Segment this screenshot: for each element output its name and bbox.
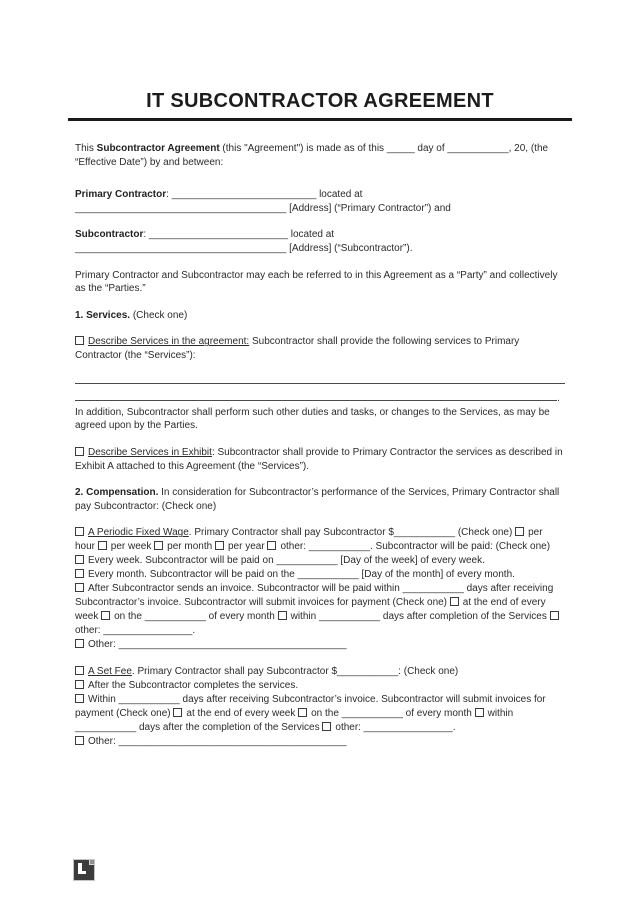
checkbox-icon bbox=[215, 541, 224, 550]
checkbox-icon bbox=[475, 708, 484, 717]
checkbox-icon bbox=[75, 666, 84, 675]
text-run: within ___________ days after the completion of the Services bbox=[75, 708, 514, 734]
text-run: A Periodic Fixed Wage bbox=[88, 527, 189, 539]
checkbox-icon bbox=[75, 583, 84, 592]
text-run: Describe Services in the agreement: bbox=[88, 336, 250, 348]
text-run: at the end of every week bbox=[186, 708, 299, 720]
text-run: Primary Contractor bbox=[75, 189, 167, 201]
checkbox-icon bbox=[75, 336, 84, 345]
checkbox-icon bbox=[515, 527, 524, 536]
checkbox-icon bbox=[154, 541, 163, 550]
text-run: In addition, Subcontractor shall perform such other duties and tasks, or changes to the Services, as may be agreed upon by the Parties. bbox=[75, 406, 550, 432]
describe-services-in-exhibit-option bbox=[75, 446, 565, 473]
text-run: ______________________________________ [Address] (“Subcontractor”). bbox=[75, 242, 413, 254]
compensation-heading bbox=[75, 486, 565, 513]
checkbox-icon bbox=[75, 694, 84, 703]
parties-clause bbox=[75, 269, 565, 296]
text-run: Subcontractor Agreement bbox=[96, 143, 220, 154]
checkbox-icon bbox=[450, 597, 459, 606]
document-title: IT SUBCONTRACTOR AGREEMENT bbox=[68, 91, 572, 121]
text-run: In consideration for Subcontractor’s performance of the Services, Primary Contractor shall pay Subcontractor: (Check one) bbox=[75, 487, 560, 512]
blank-fill-line bbox=[75, 388, 557, 401]
text-run: 1. Services. bbox=[75, 309, 131, 321]
checkbox-icon bbox=[75, 555, 84, 564]
document-page bbox=[0, 91, 640, 919]
text-run: within ___________ days after completion of the Services bbox=[290, 611, 550, 623]
checkbox-icon bbox=[101, 611, 110, 620]
checkbox-icon bbox=[75, 447, 84, 456]
periodic-fixed-wage-option bbox=[75, 526, 565, 652]
text-run: 2. Compensation. bbox=[75, 487, 159, 499]
checkbox-icon bbox=[75, 527, 84, 536]
services-heading bbox=[75, 309, 565, 323]
checkbox-icon bbox=[278, 611, 287, 620]
text-run: : __________________________ located at bbox=[166, 189, 363, 201]
set-fee-option bbox=[75, 665, 565, 749]
primary-contractor-clause bbox=[75, 188, 565, 215]
text-run: Subcontractor shall provide the following services to Primary Contractor (the “Services”): bbox=[75, 336, 520, 361]
text-run: on the ___________ of every month bbox=[114, 611, 278, 623]
text-run: Within ___________ days after receiving Subcontractor’s invoice. Subcontractor will submit invoices for payment (Check one) bbox=[75, 694, 546, 720]
text-run: After the Subcontractor completes the services. bbox=[88, 680, 299, 692]
additional-duties-clause bbox=[75, 406, 565, 433]
checkbox-icon bbox=[75, 569, 84, 578]
checkbox-icon bbox=[75, 736, 84, 745]
text-run: Every week. Subcontractor will be paid on ___________ [Day of the week] of every week. bbox=[88, 555, 485, 567]
text-run: other: ___________. Subcontractor will be paid: (Check one) bbox=[280, 541, 551, 553]
text-run: : _________________________ located at bbox=[143, 229, 335, 241]
checkbox-icon bbox=[550, 611, 559, 620]
subcontractor-clause bbox=[75, 228, 565, 255]
text-run: : Subcontractor shall provide to Primary Contractor the services as described in Exhibit A attached to this Agreement (the “Services”). bbox=[75, 446, 563, 472]
blank-fill-line bbox=[75, 371, 565, 384]
legal-templates-logo-icon bbox=[73, 859, 95, 881]
text-run: . Primary Contractor shall pay Subcontractor $___________: (Check one) bbox=[131, 666, 459, 678]
checkbox-icon bbox=[322, 722, 331, 731]
text-run: other: ________________. bbox=[335, 722, 456, 734]
text-run: (Check one) bbox=[130, 309, 188, 321]
text-run: Describe Services in Exhibit bbox=[88, 446, 212, 458]
describe-services-in-agreement-option bbox=[75, 335, 565, 362]
text-run: A Set Fee bbox=[88, 666, 132, 678]
text-run: on the ___________ of every month bbox=[311, 708, 475, 720]
text-run: . bbox=[557, 393, 560, 405]
checkbox-icon bbox=[75, 639, 84, 648]
text-run: This bbox=[75, 143, 97, 154]
text-run: other: ________________. bbox=[75, 625, 196, 637]
text-run: at the end of every week bbox=[75, 597, 546, 623]
text-run: per month bbox=[167, 541, 215, 553]
checkbox-icon bbox=[98, 541, 107, 550]
logo-letter-foot bbox=[78, 871, 86, 874]
checkbox-icon bbox=[267, 541, 276, 550]
text-run: Primary Contractor and Subcontractor may each be referred to in this Agreement as a “Party” and collectively as the “Parties.” bbox=[75, 269, 558, 295]
document-body bbox=[75, 142, 565, 749]
text-run: Subcontractor bbox=[75, 229, 144, 241]
text-run: Every month. Subcontractor will be paid on the ___________ [Day of the month] of every month. bbox=[88, 569, 515, 581]
service-description-blank-lines bbox=[75, 371, 565, 406]
text-run: Other: _________________________________________ bbox=[88, 639, 347, 651]
text-run: per hour bbox=[75, 527, 543, 553]
text-run: . Primary Contractor shall pay Subcontractor $___________ (Check one) bbox=[188, 527, 516, 539]
checkbox-icon bbox=[298, 708, 307, 717]
checkbox-icon bbox=[173, 708, 182, 717]
intro-clause bbox=[75, 142, 565, 169]
checkbox-icon bbox=[75, 680, 84, 689]
text-run: After Subcontractor sends an invoice. Subcontractor will be paid within ___________ days after receiving Subcontractor’s invoice. Subcontractor will submit invoices for payment (Check one) bbox=[75, 583, 554, 609]
text-run: Other: _________________________________________ bbox=[88, 736, 347, 748]
text-run: (this "Agreement") is made as of this _____ day of ___________, 20, (the “Effective Date”) by and between: bbox=[75, 143, 549, 168]
logo-page-fold bbox=[89, 860, 94, 865]
text-run: per year bbox=[227, 541, 268, 553]
text-run: per week bbox=[110, 541, 155, 553]
text-run: ______________________________________ [Address] (“Primary Contractor”) and bbox=[75, 202, 451, 214]
